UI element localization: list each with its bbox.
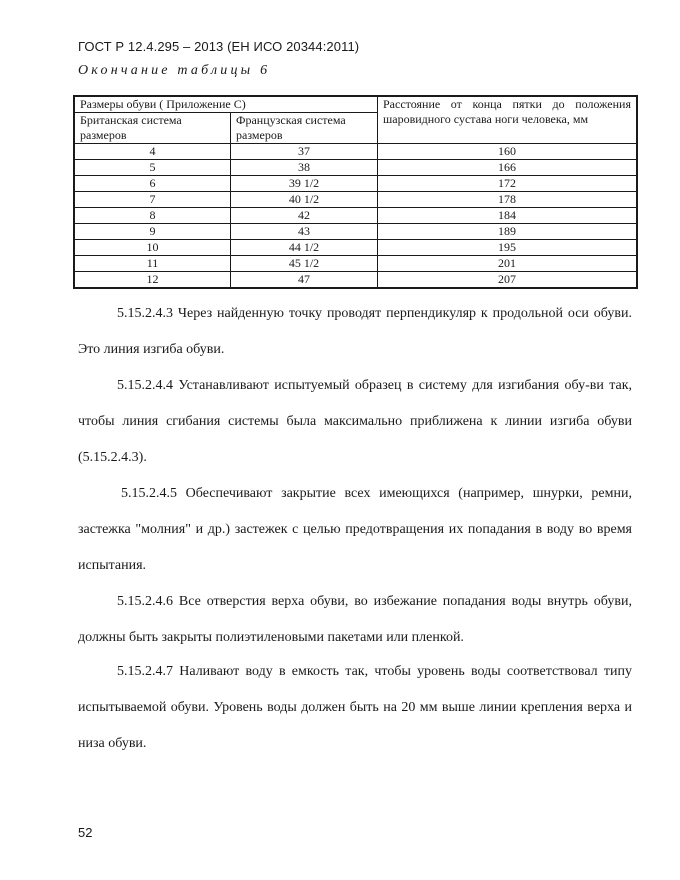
french-size-cell: 43 (231, 224, 378, 240)
table-row (74, 224, 637, 240)
table-caption: Окончание таблицы 6 (78, 63, 271, 78)
paragraph-5-15-2-4-7: 5.15.2.4.7 Наливают воду в емкость так, чтобы уровень воды соответствовал типу испытываемой обуви. Уровень воды должен быть на 20 мм выше линии крепления верха и низа обуви. (78, 664, 632, 751)
french-size-cell: 38 (231, 160, 378, 176)
paragraph-5-15-2-4-6: 5.15.2.4.6 Все отверстия верха обуви, во избежание попадания воды внутрь обуви, должны быть закрыты полиэтиленовыми пакетами или пленкой. (78, 594, 632, 645)
paragraph-5-15-2-4-5: 5.15.2.4.5 Обеспечивают закрытие всех имеющихся (например, шнурки, ремни, застежка "молния" и др.) застежек с целью предотвращения их попадания в воду во время испытания. (78, 486, 632, 573)
distance-cell: 172 (378, 176, 638, 192)
distance-cell: 178 (378, 192, 638, 208)
distance-cell: 201 (378, 256, 638, 272)
british-size-cell: 5 (74, 160, 231, 176)
table-row (74, 256, 637, 272)
french-size-header-cell: Французская система размеров (231, 113, 378, 144)
british-size-cell: 12 (74, 272, 231, 289)
distance-header-cell: Расстояние от конца пятки до положения шаровидного сустава ноги человека, мм (378, 96, 638, 144)
british-size-cell: 10 (74, 240, 231, 256)
distance-cell: 195 (378, 240, 638, 256)
distance-cell: 160 (378, 144, 638, 160)
british-size-cell: 8 (74, 208, 231, 224)
table-row (74, 144, 637, 160)
british-size-cell: 4 (74, 144, 231, 160)
table-row (74, 160, 637, 176)
british-size-cell: 7 (74, 192, 231, 208)
table-row (74, 192, 637, 208)
paragraph-5-15-2-4-4: 5.15.2.4.4 Устанавливают испытуемый образец в систему для изгибания обу-ви так, чтобы линия сгибания системы была максимально приближена к линии изгиба обуви (5.15.2.4.3). (78, 378, 632, 465)
page-number: 52 (78, 825, 93, 840)
british-size-header-cell: Британская система размеров (74, 113, 231, 144)
british-size-cell: 11 (74, 256, 231, 272)
group-header-cell: Размеры обуви ( Приложение С) (74, 96, 378, 113)
distance-cell: 166 (378, 160, 638, 176)
table-row (74, 240, 637, 256)
french-size-cell: 39 1/2 (231, 176, 378, 192)
french-size-cell: 45 1/2 (231, 256, 378, 272)
french-size-cell: 40 1/2 (231, 192, 378, 208)
french-size-cell: 47 (231, 272, 378, 289)
distance-cell: 184 (378, 208, 638, 224)
document-header: ГОСТ Р 12.4.295 – 2013 (ЕН ИСО 20344:2011) (78, 39, 360, 54)
paragraph-5-15-2-4-3: 5.15.2.4.3 Через найденную точку проводят перпендикуляр к продольной оси обуви. Это линия изгиба обуви. (78, 306, 632, 357)
table-row (74, 272, 637, 289)
table-row (74, 176, 637, 192)
french-size-cell: 42 (231, 208, 378, 224)
distance-cell: 207 (378, 272, 638, 289)
table-row (74, 208, 637, 224)
french-size-cell: 44 1/2 (231, 240, 378, 256)
distance-cell: 189 (378, 224, 638, 240)
french-size-cell: 37 (231, 144, 378, 160)
british-size-cell: 9 (74, 224, 231, 240)
british-size-cell: 6 (74, 176, 231, 192)
shoe-size-table (73, 95, 638, 289)
